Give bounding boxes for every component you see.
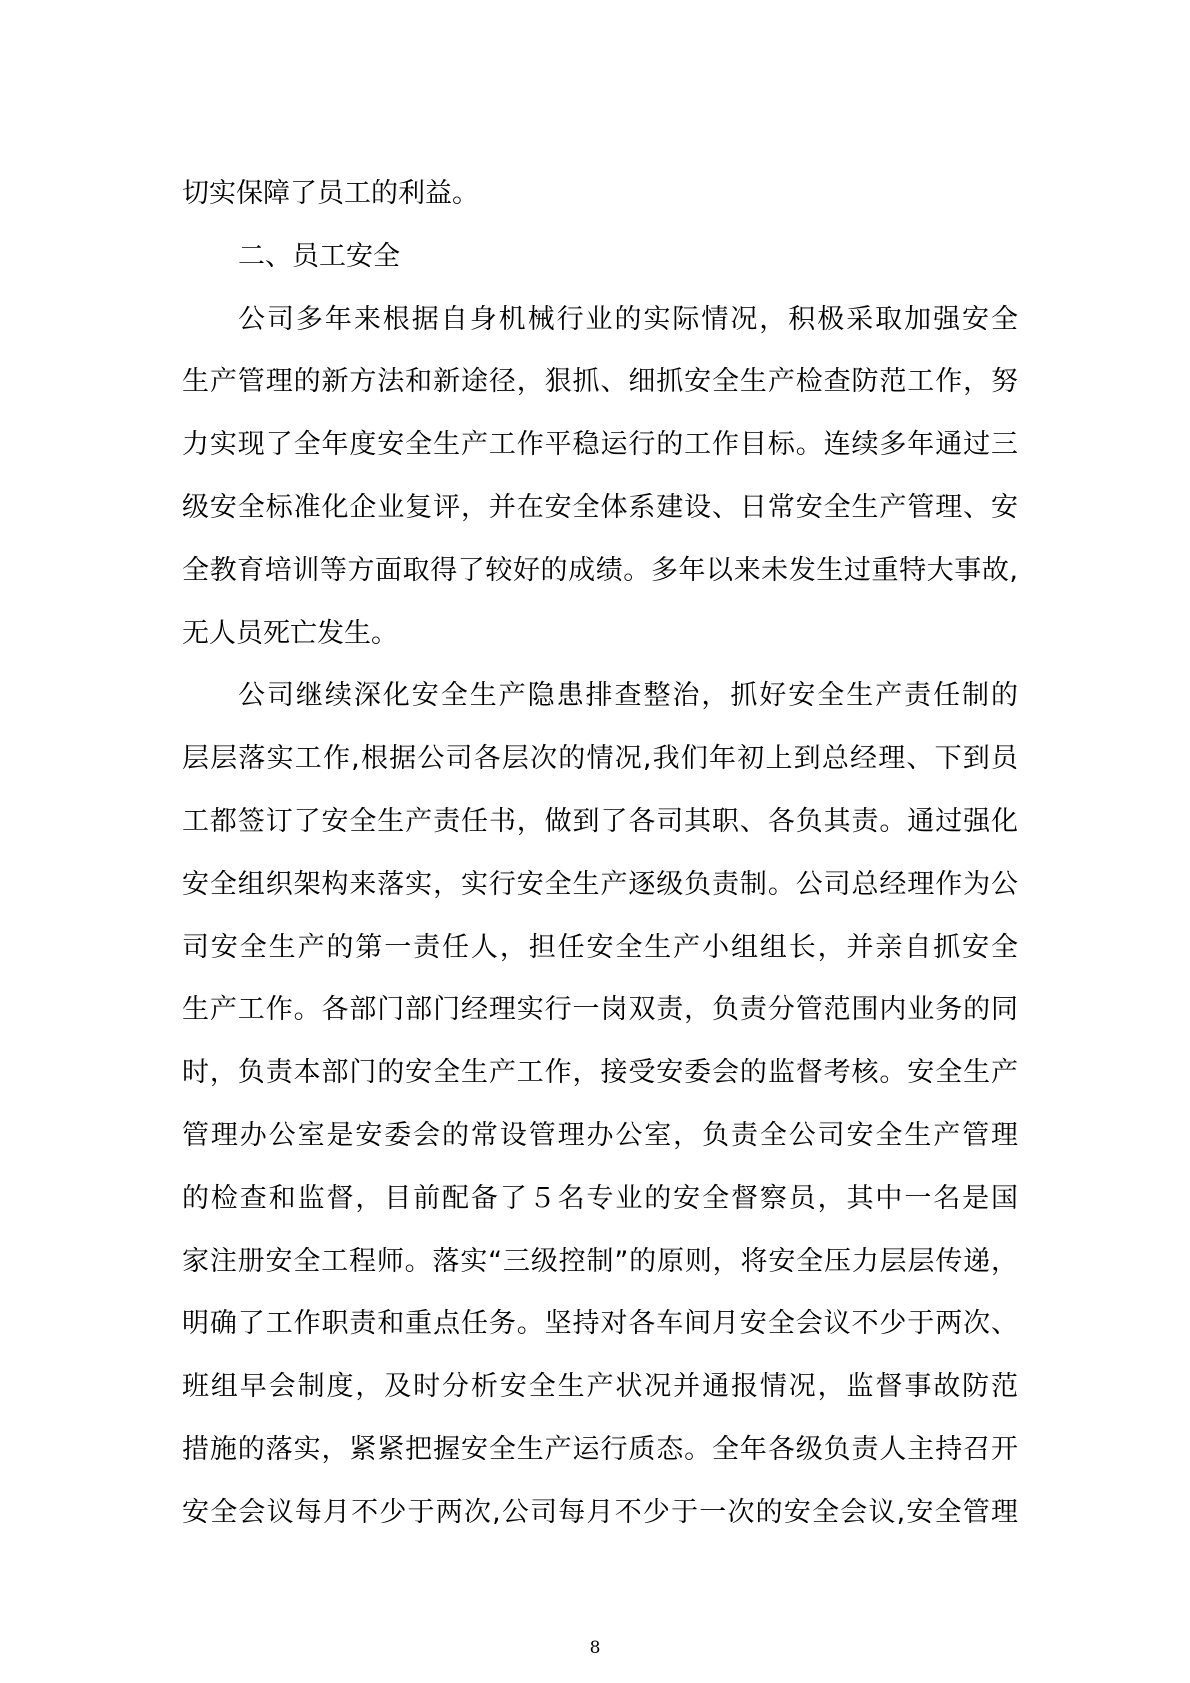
text-line: 安全会议每月不少于两次,公司每月不少于一次的安全会议,安全管理 xyxy=(182,1496,1018,1528)
page-number: 8 xyxy=(589,1638,601,1658)
text-line: 家注册安全工程师。落实“三级控制”的原则，将安全压力层层传递， xyxy=(182,1245,1018,1277)
text-line: 公司继续深化安全生产隐患排查整治，抓好安全生产责任制的 xyxy=(238,680,1018,712)
text-line: 明确了工作职责和重点任务。坚持对各车间月安全会议不少于两次、 xyxy=(182,1308,1018,1340)
text-line: 工都签订了安全生产责任书，做到了各司其职、各负其责。通过强化 xyxy=(182,805,1018,837)
section-heading: 二、员工安全 xyxy=(238,240,400,272)
document-body xyxy=(182,163,1018,1545)
text-line: 班组早会制度，及时分析安全生产状况并通报情况，监督事故防范 xyxy=(182,1371,1018,1403)
text-line: 层层落实工作,根据公司各层次的情况,我们年初上到总经理、下到员 xyxy=(182,743,1018,775)
text-line: 时，负责本部门的安全生产工作，接受安委会的监督考核。安全生产 xyxy=(182,1057,1018,1089)
text-line: 级安全标准化企业复评，并在安全体系建设、日常安全生产管理、安 xyxy=(182,491,1018,523)
text-line: 的检查和监督，目前配备了５名专业的安全督察员，其中一名是国 xyxy=(182,1182,1018,1214)
text-line: 力实现了全年度安全生产工作平稳运行的工作目标。连续多年通过三 xyxy=(182,429,1018,461)
text-line: 切实保障了员工的利益。 xyxy=(182,178,479,209)
text-line: 生产工作。各部门部门经理实行一岗双责，负责分管范围内业务的同 xyxy=(182,994,1018,1026)
text-line: 措施的落实，紧紧把握安全生产运行质态。全年各级负责人主持召开 xyxy=(182,1433,1018,1465)
text-line: 全教育培训等方面取得了较好的成绩。多年以来未发生过重特大事故, xyxy=(182,554,1018,586)
text-line: 生产管理的新方法和新途径，狠抓、细抓安全生产检查防范工作，努 xyxy=(182,366,1018,398)
text-line: 公司多年来根据自身机械行业的实际情况，积极采取加强安全 xyxy=(238,303,1018,335)
text-line: 管理办公室是安委会的常设管理办公室，负责全公司安全生产管理 xyxy=(182,1119,1018,1151)
text-line: 无人员死亡发生。 xyxy=(182,617,398,649)
text-line: 安全组织架构来落实，实行安全生产逐级负责制。公司总经理作为公 xyxy=(182,868,1018,900)
text-line: 司安全生产的第一责任人，担任安全生产小组组长，并亲自抓安全 xyxy=(182,931,1018,963)
